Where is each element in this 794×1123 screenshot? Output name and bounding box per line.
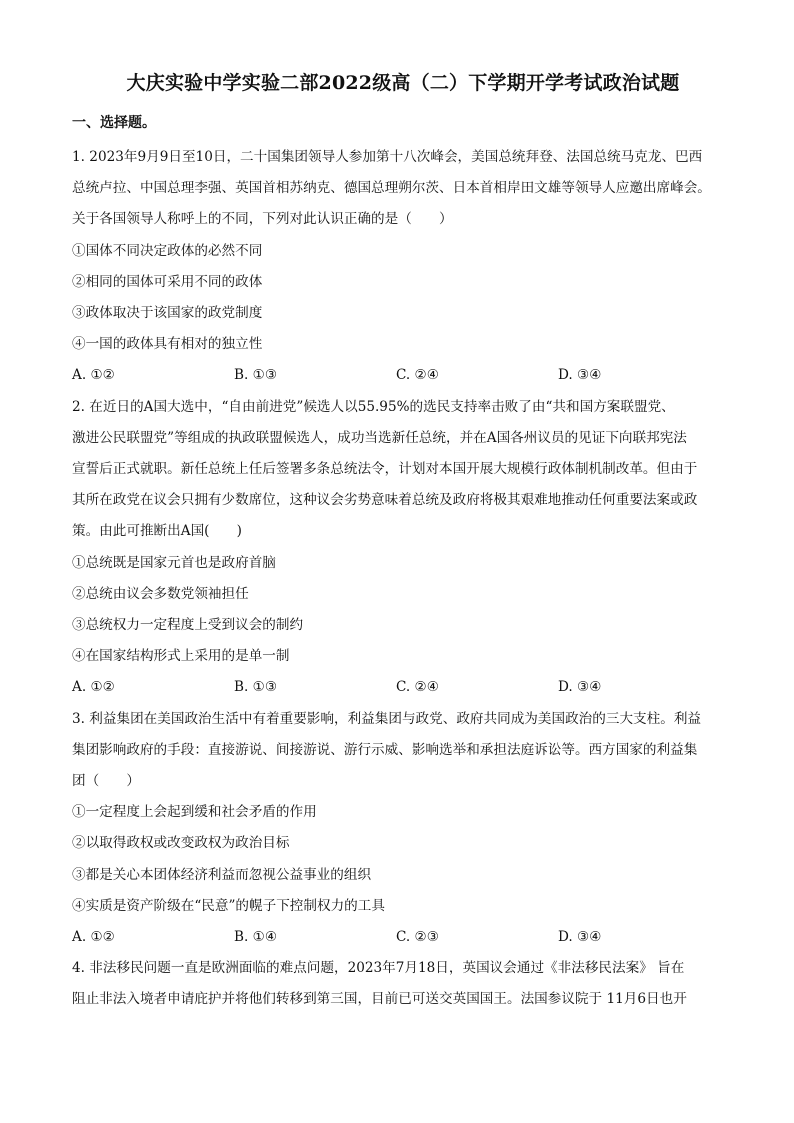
question-stem-line: 1. 2023年9月9日至10日，二十国集团领导人参加第十八次峰会，美国总统拜登、法国总统马克龙、巴西 xyxy=(72,149,703,165)
statement-option: ④在国家结构形式上采用的是单一制 xyxy=(72,648,290,665)
question-2 xyxy=(72,392,734,704)
statement-option: ③总统权力一定程度上受到议会的制约 xyxy=(72,617,304,634)
choice-b: B. ①③ xyxy=(234,679,278,696)
choice-a: A. ①② xyxy=(72,679,115,696)
statement-option: ①国体不同决定政体的必然不同 xyxy=(72,242,263,259)
statement-option: ①总统既是国家元首也是政府首脑 xyxy=(72,554,276,571)
answer-choices xyxy=(72,360,734,391)
document-page xyxy=(72,68,734,1016)
statement-option: ①一定程度上会起到缓和社会矛盾的作用 xyxy=(72,804,317,821)
answer-choices xyxy=(72,922,734,953)
choice-d: D. ③④ xyxy=(558,367,602,384)
question-4 xyxy=(72,953,734,1015)
question-3 xyxy=(72,704,734,954)
statement-option: ②总统由议会多数党领袖担任 xyxy=(72,585,249,602)
section-heading: 一、选择题。 xyxy=(72,115,156,131)
question-stem-line: 激进公民联盟党”等组成的执政联盟候选人，成功当选新任总统，并在A国各州议员的见证下向联邦宪法 xyxy=(72,429,687,446)
question-stem-line: 其所在政党在议会只拥有少数席位，这种议会劣势意味着总统及政府将极其艰难地推动任何重要法案或政 xyxy=(72,492,698,509)
question-stem-line: 4. 非法移民问题一直是欧洲面临的难点问题，2023年7月18日，英国议会通过《非法移民法案》 旨在 xyxy=(72,960,685,977)
question-stem-line: 3. 利益集团在美国政治生活中有着重要影响，利益集团与政党、政府共同成为美国政治的三大支柱。利益 xyxy=(72,710,702,727)
choice-b: B. ①④ xyxy=(234,929,278,946)
choice-c: C. ②④ xyxy=(396,679,439,696)
question-stem-line: 策。由此可推断出A国( ) xyxy=(72,523,242,540)
statement-option: ②以取得政权或改变政权为政治目标 xyxy=(72,835,290,852)
question-stem-line: 团（ ） xyxy=(72,773,140,790)
choice-a: A. ①② xyxy=(72,929,115,946)
page-title: 大庆实验中学实验二部2022级高（二）下学期开学考试政治试题 xyxy=(126,72,680,94)
question-1 xyxy=(72,142,734,392)
question-stem-line: 2. 在近日的A国大选中，“自由前进党”候选人以55.95%的选民支持率击败了由“共和国方案联盟党、 xyxy=(72,398,675,415)
choice-a: A. ①② xyxy=(72,367,115,384)
choice-c: C. ②③ xyxy=(396,929,439,946)
question-stem-line: 宣誓后正式就职。新任总统上任后签署多条总统法令，计划对本国开展大规模行政体制机制改革。但由于 xyxy=(72,461,698,478)
question-stem-line: 总统卢拉、中国总理李强、英国首相苏纳克、德国总理朔尔茨、日本首相岸田文雄等领导人应邀出席峰会。 xyxy=(72,180,711,197)
statement-option: ④实质是资产阶级在“民意”的幌子下控制权力的工具 xyxy=(72,897,385,914)
choice-d: D. ③④ xyxy=(558,679,602,696)
answer-choices xyxy=(72,672,734,703)
statement-option: ④一国的政体具有相对的独立性 xyxy=(72,336,263,353)
choice-b: B. ①③ xyxy=(234,367,278,384)
choice-c: C. ②④ xyxy=(396,367,439,384)
question-stem-line: 关于各国领导人称呼上的不同，下列对此认识正确的是（ ） xyxy=(72,211,453,228)
statement-option: ②相同的国体可采用不同的政体 xyxy=(72,273,263,290)
choice-d: D. ③④ xyxy=(558,929,602,946)
statement-option: ③都是关心本团体经济利益而忽视公益事业的组织 xyxy=(72,866,372,883)
question-stem-line: 集团影响政府的手段：直接游说、间接游说、游行示威、影响选举和承担法庭诉讼等。西方国家的利益集 xyxy=(72,741,698,758)
statement-option: ③政体取决于该国家的政党制度 xyxy=(72,305,263,322)
question-stem-line: 阻止非法入境者申请庇护并将他们转移到第三国，目前已可送交英国国王。法国参议院于 11月6日也开 xyxy=(72,991,687,1008)
